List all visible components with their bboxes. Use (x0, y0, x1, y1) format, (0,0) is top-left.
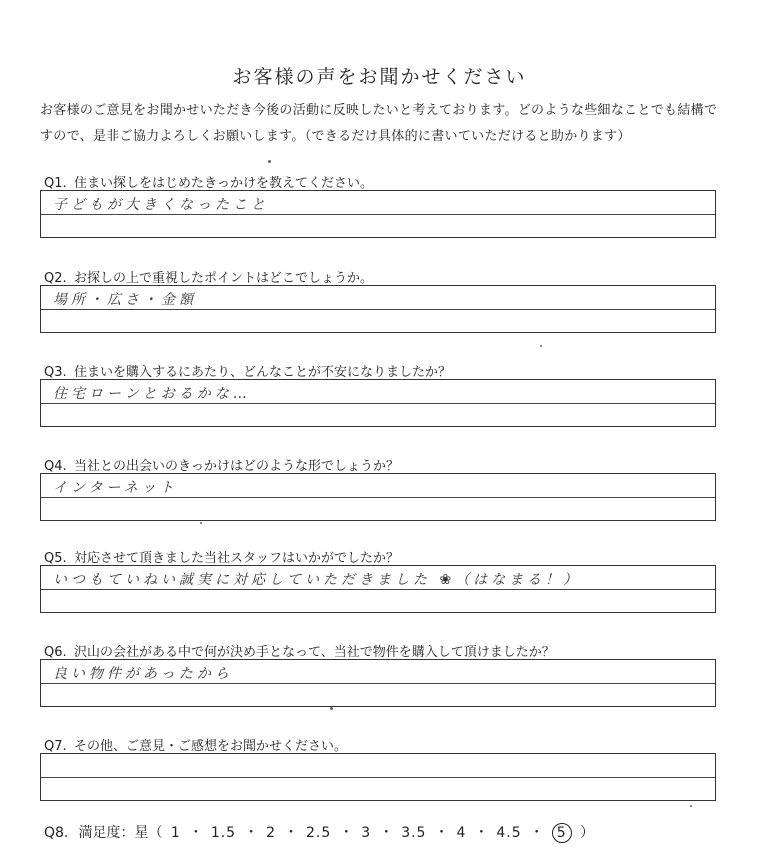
intro-text: お客様のご意見をお聞かせいただき今後の活動に反映したいと考えております。どのような些細なことでも結構ですので、是非ご協力よろしくお願いします。（できるだけ具体的に書いていただけると助かります） (40, 103, 718, 144)
rating-option-2.5: 2.5 (306, 825, 332, 841)
rating-separator: ・ (434, 825, 449, 841)
question-text: 住まい探しをはじめたきっかけを教えてください。 (74, 176, 374, 191)
question-number: Q7. (44, 739, 67, 754)
rating-close: ） (580, 825, 595, 841)
question-3 (44, 361, 451, 380)
answer-text: 子どもが大きくなったこと (53, 197, 269, 213)
answer-text: 良い物件があったから (53, 666, 233, 682)
answer-box-4 (40, 473, 716, 521)
question-5 (44, 547, 399, 566)
satisfaction-rating (44, 822, 594, 843)
answer-box-1 (40, 190, 716, 238)
rating-options (167, 825, 576, 841)
question-number: Q5. (44, 551, 67, 566)
question-text: 沢山の会社がある中で何が決め手となって、当社で物件を購入して頂けましたか？ (74, 645, 555, 660)
rating-separator: ・ (474, 825, 489, 841)
question-4 (44, 455, 399, 474)
answer-text: 住宅ローンとおるかな… (53, 386, 251, 402)
question-number: Q8. (44, 825, 69, 841)
answer-line (41, 214, 715, 215)
answer-box-2 (40, 285, 716, 333)
answer-line (41, 309, 715, 310)
answer-box-6 (40, 659, 716, 707)
answer-box-7 (40, 753, 716, 801)
question-text: 対応させて頂きました当社スタッフはいかがでしたか？ (74, 551, 400, 566)
question-text: お探しの上で重視したポイントはどこでしょうか。 (74, 271, 374, 286)
question-text: 当社との出会いのきっかけはどのような形でしょうか？ (74, 459, 400, 474)
question-number: Q2. (44, 271, 67, 286)
scan-speck (540, 345, 542, 347)
rating-separator: ・ (529, 825, 544, 841)
question-number: Q1. (44, 176, 67, 191)
flower-doodle-icon: ❀ (439, 572, 456, 588)
rating-option-3: 3 (361, 825, 372, 841)
question-number: Q4. (44, 459, 67, 474)
rating-separator: ・ (379, 825, 394, 841)
answer-text: インターネット (53, 480, 178, 496)
rating-option-4.5: 4.5 (496, 825, 522, 841)
rating-option-5: 5 (552, 823, 572, 843)
rating-option-1: 1 (170, 825, 181, 841)
scan-speck (690, 805, 692, 807)
question-text: その他、ご意見・ご感想をお聞かせください。 (74, 739, 348, 754)
question-number: Q3. (44, 365, 67, 380)
question-7 (44, 735, 347, 754)
answer-box-3 (40, 379, 716, 427)
rating-separator: ・ (284, 825, 299, 841)
rating-option-1.5: 1.5 (210, 825, 237, 841)
answer-note: （はなまる！） (455, 572, 582, 588)
scan-speck (330, 707, 333, 710)
answer-line (41, 497, 715, 498)
rating-option-4: 4 (456, 825, 467, 841)
answer-box-5 (40, 565, 716, 613)
scan-speck (268, 160, 271, 163)
page-title: お客様の声をお聞かせください (232, 66, 527, 88)
answer-line (41, 403, 715, 404)
question-6 (44, 641, 555, 660)
scan-speck (200, 522, 202, 524)
answer-main: いつもていねい誠実に対応していただきました (53, 572, 431, 588)
rating-separator: ・ (244, 825, 259, 841)
question-1 (44, 172, 373, 191)
rating-separator: ・ (188, 825, 203, 841)
rating-label: 満足度：星（ (78, 825, 163, 841)
answer-text: 場所・広さ・金額 (53, 292, 197, 308)
question-text: 住まいを購入するにあたり、どんなことが不安になりましたか？ (74, 365, 452, 380)
answer-line (41, 777, 715, 778)
rating-separator: ・ (339, 825, 354, 841)
answer-text (53, 569, 581, 589)
rating-option-2: 2 (266, 825, 277, 841)
answer-line (41, 589, 715, 590)
answer-line (41, 683, 715, 684)
question-number: Q6. (44, 645, 67, 660)
question-2 (44, 267, 373, 286)
rating-option-3.5: 3.5 (401, 825, 427, 841)
